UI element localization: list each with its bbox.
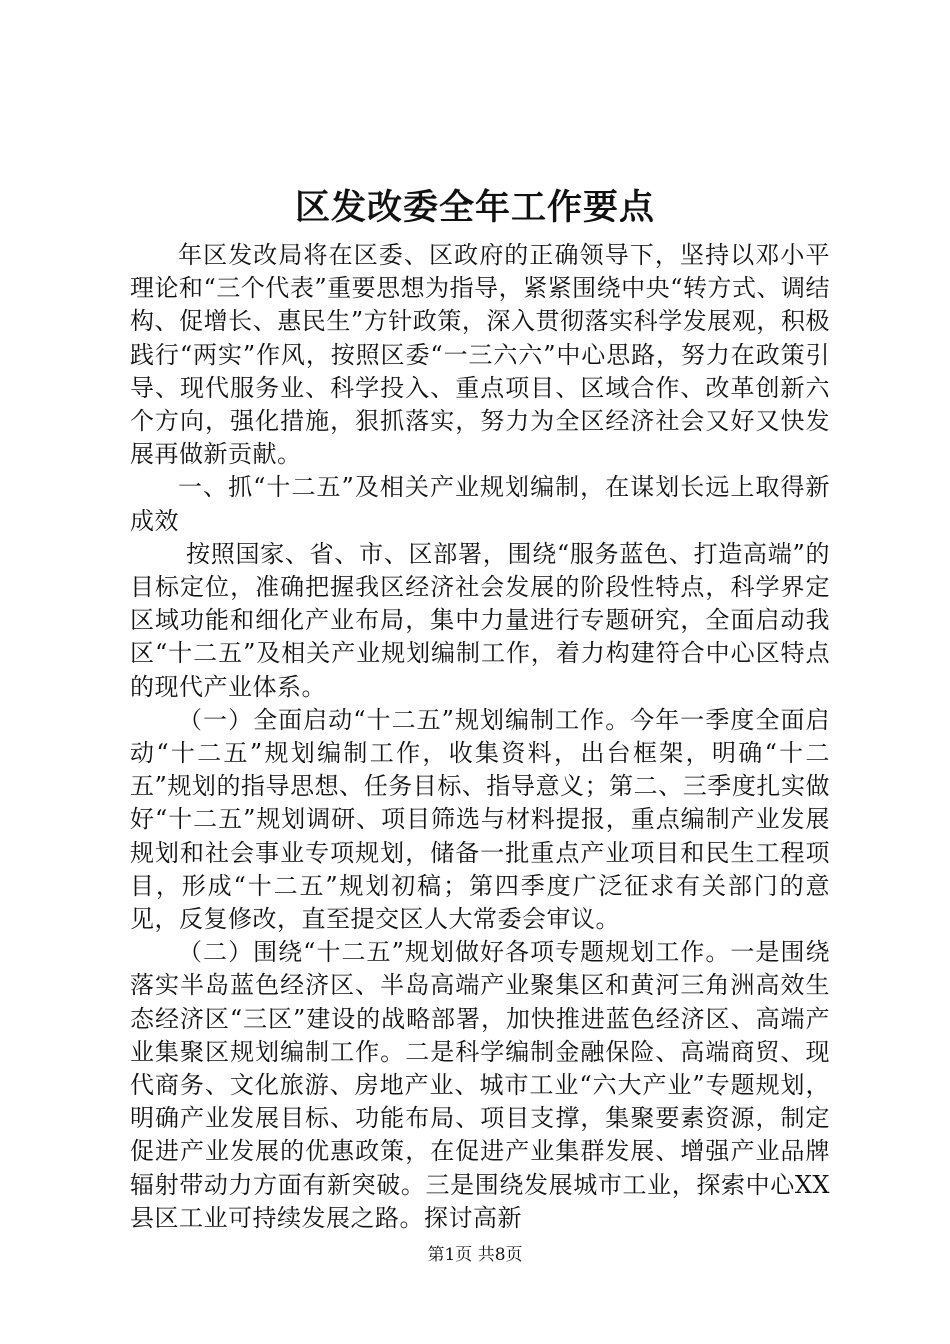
paragraph-intro: 年区发改局将在区委、区政府的正确领导下，坚持以邓小平理论和“三个代表”重要思想为指导，紧紧围绕中央“转方式、调结构、促增长、惠民生”方针政策，深入贯彻落实科学发展观，积极践行“两实”作风，按照区委“一三六六”中心思路，努力在政策引导、现代服务业、科学投入、重点项目、区域合作、改革创新六个方向，强化措施，狠抓落实，努力为全区经济社会又好又快发展再做新贡献。 (130, 241, 830, 469)
paragraph-item-2: （二）围绕“十二五”规划做好各项专题规划工作。一是围绕落实半岛蓝色经济区、半岛高端产业聚集区和黄河三角洲高效生态经济区“三区”建设的战略部署，加快推进蓝色经济区、高端产业集聚区规划编制工作。二是科学编制金融保险、高端商贸、现代商务、文化旅游、房地产业、城市工业“六大产业”专题规划，明确产业发展目标、功能布局、项目支撑，集聚要素资源，制定促进产业发展的优惠政策，在促进产业集群发展、增强产业品牌辐射带动力方面有新突破。三是围绕发展城市工业，探索中心XX县区工业可持续发展之路。探讨高新 (130, 938, 830, 1232)
paragraph-section-1: 按照国家、省、市、区部署，围绕“服务蓝色、打造高端”的目标定位，准确把握我区经济社会发展的阶段性特点，科学界定区域功能和细化产业布局，集中力量进行专题研究，全面启动我区“十二五”及相关产业规划编制工作，着力构建符合中心区特点的现代产业体系。 (130, 539, 830, 701)
section-heading-1: 一、抓“十二五”及相关产业规划编制，在谋划长远上取得新成效 (130, 473, 830, 535)
paragraph-item-1: （一）全面启动“十二五”规划编制工作。今年一季度全面启动“十二五”规划编制工作，收集资料，出台框架，明确“十二五”规划的指导思想、任务目标、指导意义；第二、三季度扎实做好“十二五”规划调研、项目筛选与材料提报，重点编制产业发展规划和社会事业专项规划，储备一批重点产业项目和民生工程项目，形成“十二五”规划初稿；第四季度广泛征求有关部门的意见，反复修改，直至提交区人大常委会审议。 (130, 705, 830, 934)
page-footer: 第1页 共8页 (427, 1245, 523, 1265)
document-body (130, 239, 830, 1235)
document-title: 区发改委全年工作要点 (294, 187, 655, 228)
